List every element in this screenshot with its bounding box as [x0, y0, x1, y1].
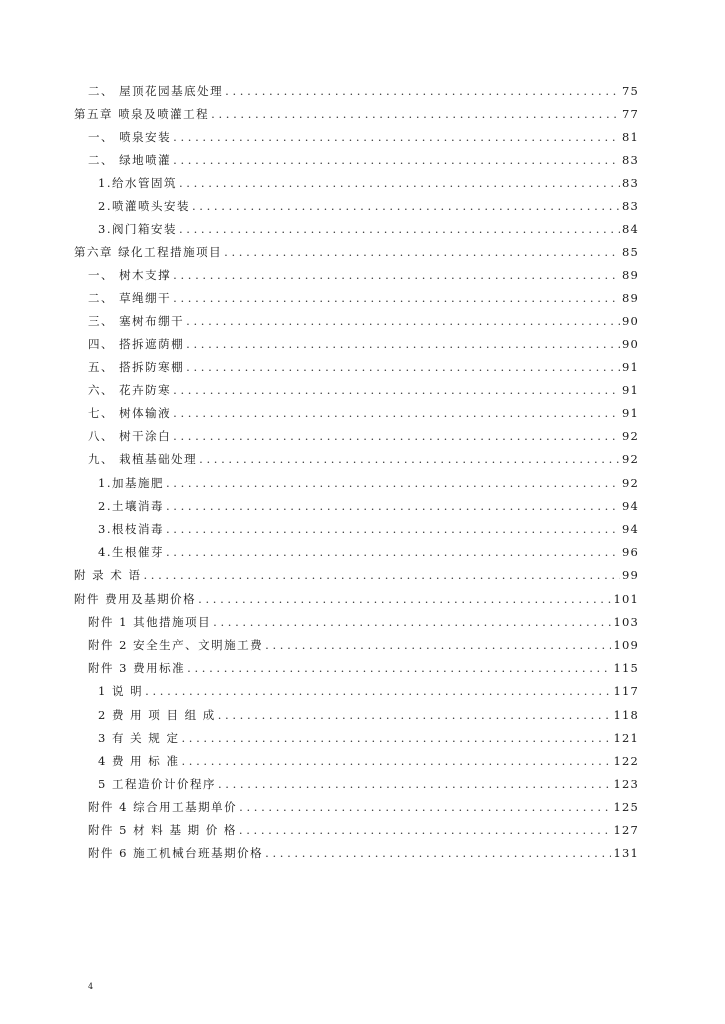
toc-entry-page: 94 — [621, 499, 639, 513]
toc-entry-label: 附件 1 其他措施项目 — [88, 615, 212, 629]
toc-entry[interactable] — [88, 821, 639, 839]
toc-entry-label: 二、 屋顶花园基底处理 — [88, 84, 224, 98]
toc-entry-page: 96 — [621, 545, 639, 559]
toc-entry-label: 2 费 用 项 目 组 成 — [98, 708, 216, 722]
toc-entry[interactable] — [88, 844, 639, 862]
toc-entry[interactable] — [88, 151, 639, 169]
page-number: 4 — [88, 982, 94, 991]
toc-entry-page: 92 — [621, 429, 639, 443]
toc-entry-page: 121 — [613, 731, 639, 745]
dot-leader — [166, 543, 620, 561]
toc-entry-page: 83 — [621, 153, 639, 167]
dot-leader — [179, 174, 620, 192]
toc-entry-page: 127 — [613, 823, 639, 837]
toc-entry-label: 附 录 术 语 — [74, 568, 142, 582]
toc-entry-page: 117 — [613, 684, 639, 698]
toc-entry[interactable] — [88, 798, 639, 816]
toc-entry[interactable] — [88, 450, 639, 468]
toc-entry-label: 八、 树干涂白 — [88, 429, 172, 443]
toc-entry[interactable] — [88, 427, 639, 445]
toc-entry[interactable] — [98, 543, 639, 561]
toc-entry-page: 99 — [621, 568, 639, 582]
dot-leader — [143, 566, 619, 584]
toc-entry-label: 二、 草绳绷干 — [88, 291, 172, 305]
toc-entry[interactable] — [88, 266, 639, 284]
dot-leader — [186, 335, 620, 353]
dot-leader — [218, 706, 612, 724]
toc-entry[interactable] — [88, 358, 639, 376]
dot-leader — [225, 82, 620, 100]
toc-entry-page: 122 — [613, 754, 639, 768]
dot-leader — [213, 613, 611, 631]
dot-leader — [173, 404, 620, 422]
toc-entry-label: 附件 3 费用标准 — [88, 661, 186, 675]
toc-entry-page: 91 — [621, 360, 639, 374]
toc-entry-label: 1.给水管固筑 — [98, 176, 177, 190]
toc-entry[interactable] — [98, 474, 639, 492]
toc-entry-page: 109 — [613, 638, 639, 652]
toc-entry-page: 77 — [621, 107, 639, 121]
toc-entry-label: 四、 搭拆遮荫棚 — [88, 337, 185, 351]
toc-entry-page: 131 — [613, 846, 639, 860]
dot-leader — [265, 844, 611, 862]
toc-entry-label: 2.喷灌喷头安装 — [98, 199, 190, 213]
dot-leader — [173, 128, 620, 146]
toc-entry[interactable] — [88, 636, 639, 654]
toc-entry-page: 75 — [621, 84, 639, 98]
toc-entry-label: 1 说 明 — [98, 684, 144, 698]
toc-entry[interactable] — [98, 174, 639, 192]
toc-entry-label: 4 费 用 标 准 — [98, 754, 180, 768]
dot-leader — [173, 289, 620, 307]
toc-entry-label: 3.阀门箱安装 — [98, 222, 177, 236]
toc-entry[interactable] — [88, 381, 639, 399]
toc-entry-label: 二、 绿地喷灌 — [88, 153, 172, 167]
toc-entry-page: 85 — [621, 245, 639, 259]
dot-leader — [218, 775, 611, 793]
dot-leader — [224, 243, 620, 261]
dot-leader — [186, 358, 620, 376]
dot-leader — [199, 450, 620, 468]
toc-entry-page: 123 — [613, 777, 639, 791]
toc-entry[interactable] — [88, 404, 639, 422]
toc-entry-page: 125 — [613, 800, 639, 814]
dot-leader — [239, 821, 612, 839]
toc-entry[interactable] — [98, 729, 639, 747]
toc-entry[interactable] — [98, 752, 639, 770]
toc-entry-label: 一、 树木支撑 — [88, 268, 172, 282]
dot-leader — [173, 381, 620, 399]
toc-entry-page: 103 — [613, 615, 639, 629]
toc-entry-page: 83 — [621, 199, 639, 213]
toc-entry-page: 89 — [621, 268, 639, 282]
toc-entry[interactable] — [88, 289, 639, 307]
toc-entry-page: 83 — [621, 176, 639, 190]
toc-entry-label: 1.加基施肥 — [98, 476, 164, 490]
toc-entry[interactable] — [88, 82, 639, 100]
toc-entry-label: 三、 塞树布绷干 — [88, 314, 185, 328]
toc-entry[interactable] — [88, 312, 639, 330]
toc-entry-page: 90 — [621, 314, 639, 328]
toc-entry-label: 一、 喷泉安装 — [88, 130, 172, 144]
toc-entry[interactable] — [98, 682, 639, 700]
toc-entry-label: 附件 6 施工机械台班基期价格 — [88, 846, 264, 860]
toc-entry-label: 3.根枝消毒 — [98, 522, 164, 536]
dot-leader — [173, 266, 620, 284]
toc-entry-label: 附件 2 安全生产、文明施工费 — [88, 638, 264, 652]
dot-leader — [166, 474, 620, 492]
toc-entry[interactable] — [88, 659, 639, 677]
toc-entry[interactable] — [74, 243, 639, 261]
toc-entry[interactable] — [98, 775, 639, 793]
dot-leader — [166, 497, 620, 515]
toc-entry-label: 九、 栽植基础处理 — [88, 452, 198, 466]
dot-leader — [192, 197, 620, 215]
toc-entry-label: 五、 搭拆防寒棚 — [88, 360, 185, 374]
toc-entry-label: 七、 树体输液 — [88, 406, 172, 420]
toc-entry[interactable] — [98, 520, 639, 538]
toc-entry-label: 第六章 绿化工程措施项目 — [74, 245, 223, 259]
dot-leader — [179, 220, 620, 238]
toc-entry[interactable] — [88, 613, 639, 631]
dot-leader — [181, 729, 611, 747]
toc-entry[interactable] — [98, 706, 639, 724]
dot-leader — [145, 682, 611, 700]
toc-entry-page: 90 — [621, 337, 639, 351]
toc-entry[interactable] — [74, 590, 639, 608]
toc-entry-page: 115 — [613, 661, 639, 675]
toc-entry-label: 3 有 关 规 定 — [98, 731, 180, 745]
dot-leader — [187, 659, 611, 677]
toc-entry-page: 92 — [621, 476, 639, 490]
toc-entry-page: 94 — [621, 522, 639, 536]
toc-entry-label: 附件 5 材 料 基 期 价 格 — [88, 823, 237, 837]
toc-entry-page: 81 — [621, 130, 639, 144]
toc-entry-page: 101 — [613, 592, 639, 606]
dot-leader — [211, 105, 620, 123]
toc-entry[interactable] — [98, 197, 639, 215]
dot-leader — [186, 312, 620, 330]
dot-leader — [166, 520, 620, 538]
toc-entry-page: 84 — [621, 222, 639, 236]
dot-leader — [173, 151, 620, 169]
dot-leader — [265, 636, 611, 654]
toc-entry-page: 89 — [621, 291, 639, 305]
toc-entry-label: 附件 4 综合用工基期单价 — [88, 800, 238, 814]
toc-entry[interactable] — [88, 335, 639, 353]
toc-entry-label: 5 工程造价计价程序 — [98, 777, 216, 791]
toc-entry[interactable] — [98, 220, 639, 238]
toc-entry[interactable] — [88, 128, 639, 146]
toc-entry-label: 2.土壤消毒 — [98, 499, 164, 513]
toc-entry-page: 92 — [621, 452, 639, 466]
toc-entry-label: 4.生根催芽 — [98, 545, 164, 559]
toc-entry-page: 91 — [621, 383, 639, 397]
toc-entry-page: 118 — [613, 708, 639, 722]
toc-entry-label: 第五章 喷泉及喷灌工程 — [74, 107, 210, 121]
toc-entry-label: 附件 费用及基期价格 — [74, 592, 197, 606]
dot-leader — [239, 798, 611, 816]
toc-entry-label: 六、 花卉防寒 — [88, 383, 172, 397]
toc-entry[interactable] — [98, 497, 639, 515]
toc-entry[interactable] — [74, 105, 639, 123]
dot-leader — [173, 427, 620, 445]
toc-entry[interactable] — [74, 566, 639, 584]
dot-leader — [181, 752, 611, 770]
toc-entry-page: 91 — [621, 406, 639, 420]
dot-leader — [198, 590, 611, 608]
